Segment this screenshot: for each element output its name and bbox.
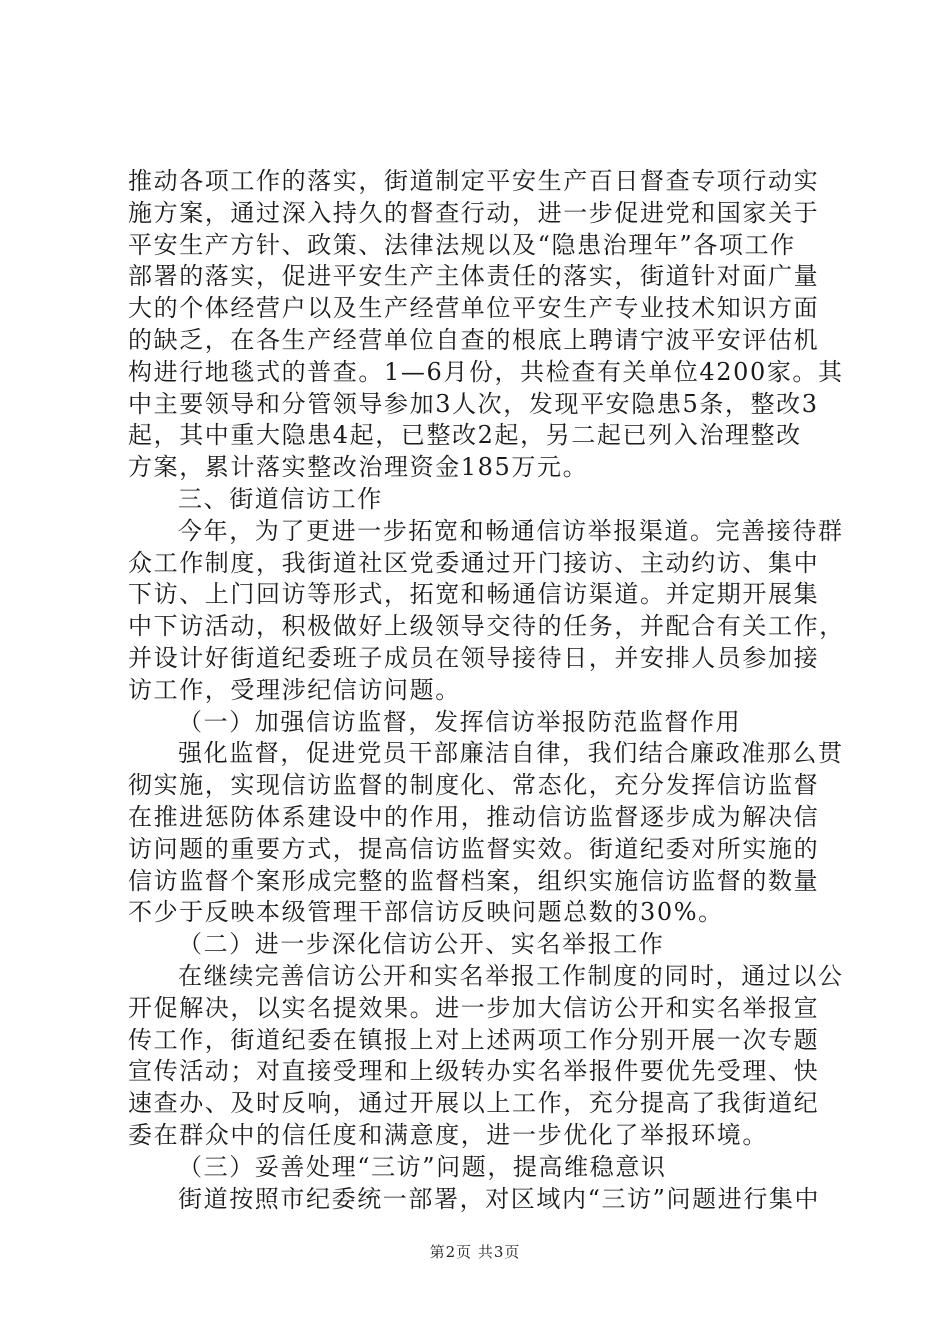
text-line: 彻实施，实现信访监督的制度化、常态化，充分发挥信访监督 (128, 771, 820, 800)
text-line: 并设计好街道纪委班子成员在领导接待日，并安排人员参加接 (128, 643, 820, 672)
text-line: 开促解决，以实名提效果。进一步加大信访公开和实名举报宣 (128, 993, 820, 1022)
text-line: 方案，累计落实整改治理资金185万元。 (128, 453, 589, 482)
page-footer: 第2页 共3页 (429, 1243, 521, 1261)
text-line: （一）加强信访监督，发挥信访举报防范监督作用 (178, 707, 742, 736)
text-line: 中下访活动，积极做好上级领导交待的任务，并配合有关工作， (128, 612, 845, 641)
text-line: 速查办、及时反响，通过开展以上工作，充分提高了我街道纪 (128, 1089, 820, 1118)
text-line: 信访监督个案形成完整的监督档案，组织实施信访监督的数量 (128, 866, 820, 895)
text-line: 众工作制度，我街道社区党委通过开门接访、主动约访、集中 (128, 548, 820, 577)
text-line: 不少于反映本级管理干部信访反映问题总数的30%。 (128, 898, 724, 927)
text-line: 起，其中重大隐患4起，已整改2起，另二起已列入治理整改 (128, 421, 802, 450)
text-line: 平安生产方针、政策、法律法规以及“隐患治理年”各项工作 (128, 230, 796, 259)
text-line: （三）妥善处理“三访”问题，提高维稳意识 (178, 1152, 667, 1181)
text-line: 今年，为了更进一步拓宽和畅通信访举报渠道。完善接待群 (178, 516, 844, 545)
text-line: 在推进惩防体系建设中的作用，推动信访监督逐步成为解决信 (128, 802, 820, 831)
text-line: 施方案，通过深入持久的督查行动，进一步促进党和国家关于 (128, 198, 820, 227)
text-line: 在继续完善信访公开和实名举报工作制度的同时，通过以公 (178, 961, 844, 990)
text-line: 推动各项工作的落实，街道制定平安生产百日督查专项行动实 (128, 167, 820, 195)
text-line: 大的个体经营户以及生产经营单位平安生产专业技术知识方面 (128, 294, 820, 323)
text-line: 传工作，街道纪委在镇报上对上述两项工作分别开展一次专题 (128, 1025, 820, 1054)
text-line: 强化监督，促进党员干部廉洁自律，我们结合廉政准那么贯 (178, 739, 844, 768)
text-line: 委在群众中的信任度和满意度，进一步优化了举报环境。 (128, 1120, 768, 1149)
text-line: 构进行地毯式的普查。1—6月份，共检查有关单位4200家。其 (128, 357, 844, 386)
text-line: 部署的落实，促进平安生产主体责任的落实，街道针对面广量 (128, 262, 820, 291)
text-line: 访问题的重要方式，提高信访监督实效。街道纪委对所实施的 (128, 834, 820, 863)
text-line: 访工作，受理涉纪信访问题。 (128, 675, 461, 704)
document-body (128, 166, 845, 1215)
text-line: 三、街道信访工作 (178, 484, 383, 513)
text-line: 街道按照市纪委统一部署，对区域内“三访”问题进行集中 (178, 1184, 821, 1213)
text-line: 中主要领导和分管领导参加3人次，发现平安隐患5条，整改3 (128, 389, 819, 418)
text-line: 宣传活动；对直接受理和上级转办实名举报件要优先受理、快 (128, 1057, 820, 1086)
text-line: 下访、上门回访等形式，拓宽和畅通信访渠道。并定期开展集 (128, 580, 820, 609)
text-line: 的缺乏，在各生产经营单位自查的根底上聘请宁波平安评估机 (128, 325, 820, 354)
text-line: （二）进一步深化信访公开、实名举报工作 (178, 930, 665, 959)
